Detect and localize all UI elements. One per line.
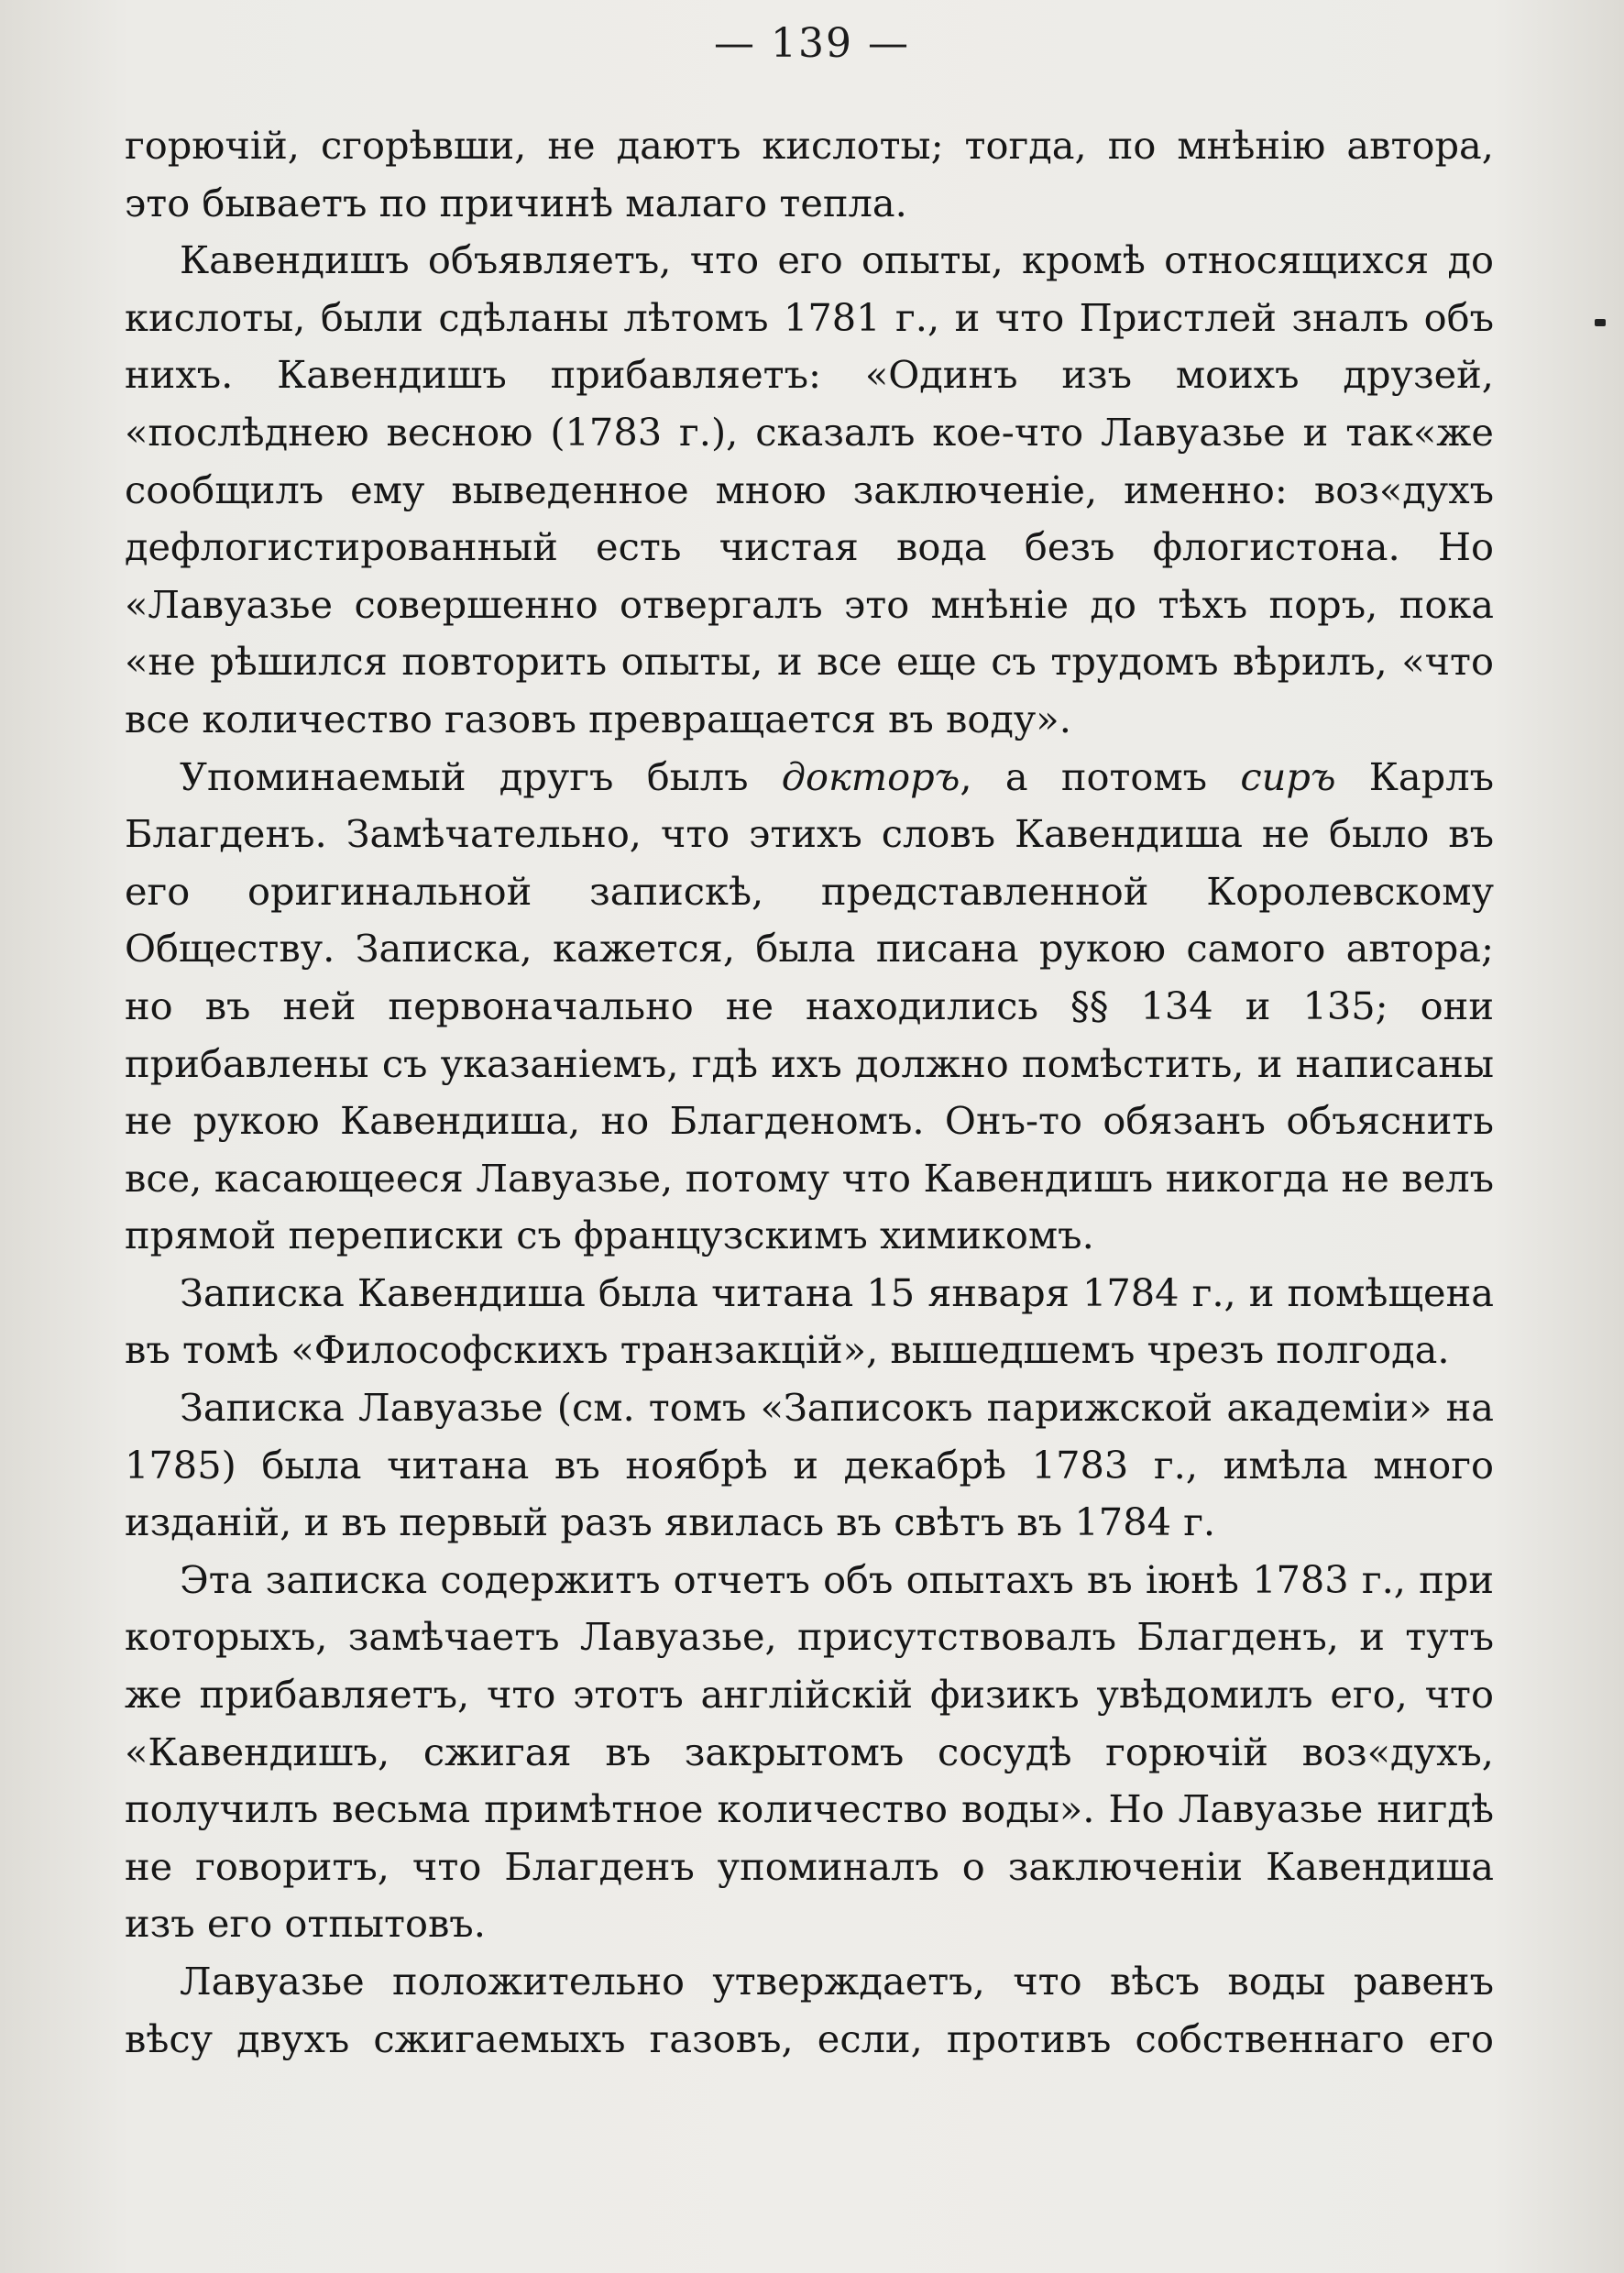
- page-number: — 139 —: [714, 20, 910, 67]
- paragraph-5: Записка Лавуазье (см. томъ «Записокъ парижской академіи» на 1785) была читана въ ноябрѣ и декабрѣ 1783 г., имѣла много изданій, и въ первый разъ явилась въ свѣтъ въ 1784 г.: [125, 1385, 1494, 1545]
- paragraph-7: Лавуазье положительно утверждаетъ, что вѣсъ воды равенъ вѣсу двухъ сжигаемыхъ газовъ, если, противъ собственнаго его: [125, 1959, 1494, 2061]
- paragraph-4: Записка Кавендиша была читана 15 января 1784 г., и помѣщена въ томѣ «Философскихъ транзакцій», вышедшемъ чрезъ полгода.: [125, 1269, 1494, 1373]
- body-text: [125, 117, 1494, 2068]
- paragraph-3-part-1: Упоминаемый другъ былъ: [180, 753, 782, 799]
- paragraph-3-part-3: Карлъ Благденъ. Замѣчательно, что этихъ словъ Кавендиша не было въ его оригинальной запискѣ, представленной Королевскому Обществу. Записка, кажется, была писана рукою самого автора; но въ ней первоначально не находились §§ 134 и 135; они прибавлены съ указаніемъ, гдѣ ихъ должно помѣстить, и написаны не рукою Кавендиша, но Благденомъ. Онъ-то обязанъ объяснить все, касающееся Лавуазье, потому что Кавендишъ никогда не велъ прямой переписки съ французскимъ химикомъ.: [125, 753, 1494, 1258]
- paragraph-2: Кавендишъ объявляетъ, что его опыты, кромѣ относящихся до кислоты, были сдѣланы лѣтомъ 1781 г., и что Пристлей зналъ объ нихъ. Кавендишъ прибавляетъ: «Одинъ изъ моихъ друзей, «послѣднею весною (1783 г.), сказалъ кое-что Лавуазье и так«же сообщилъ ему выведенное мною заключеніе, именно: воз«духъ дефлогистированный есть чистая вода безъ флогистона. Но «Лавуазье совершенно отвергалъ это мнѣніе до тѣхъ поръ, пока «не рѣшился повторить опыты, и все еще съ трудомъ вѣрилъ, «что все количество газовъ превращается въ воду».: [125, 237, 1494, 741]
- italic-doctor: докторъ: [781, 753, 960, 799]
- paragraph-6: Эта записка содержитъ отчетъ объ опытахъ въ іюнѣ 1783 г., при которыхъ, замѣчаетъ Лавуазье, присутствовалъ Благденъ, и тутъ же прибавляетъ, что этотъ англійскій физикъ увѣдомилъ его, что «Кавендишъ, сжигая въ закрытомъ сосудѣ горючій воз«духъ, получилъ весьма примѣтное количество воды». Но Лавуазье нигдѣ не говоритъ, что Благденъ упоминалъ о заключеніи Кавендиша изъ его отпытовъ.: [125, 1556, 1494, 1947]
- margin-mark: [1595, 319, 1606, 326]
- paragraph-3-part-2: , а потомъ: [960, 753, 1241, 799]
- paragraph-1: горючій, сгорѣвши, не даютъ кислоты; тогда, по мнѣнію автора, это бываетъ по причинѣ малаго тепла.: [125, 123, 1494, 225]
- italic-sir: сиръ: [1240, 753, 1336, 799]
- paragraph-3: [125, 749, 1494, 1265]
